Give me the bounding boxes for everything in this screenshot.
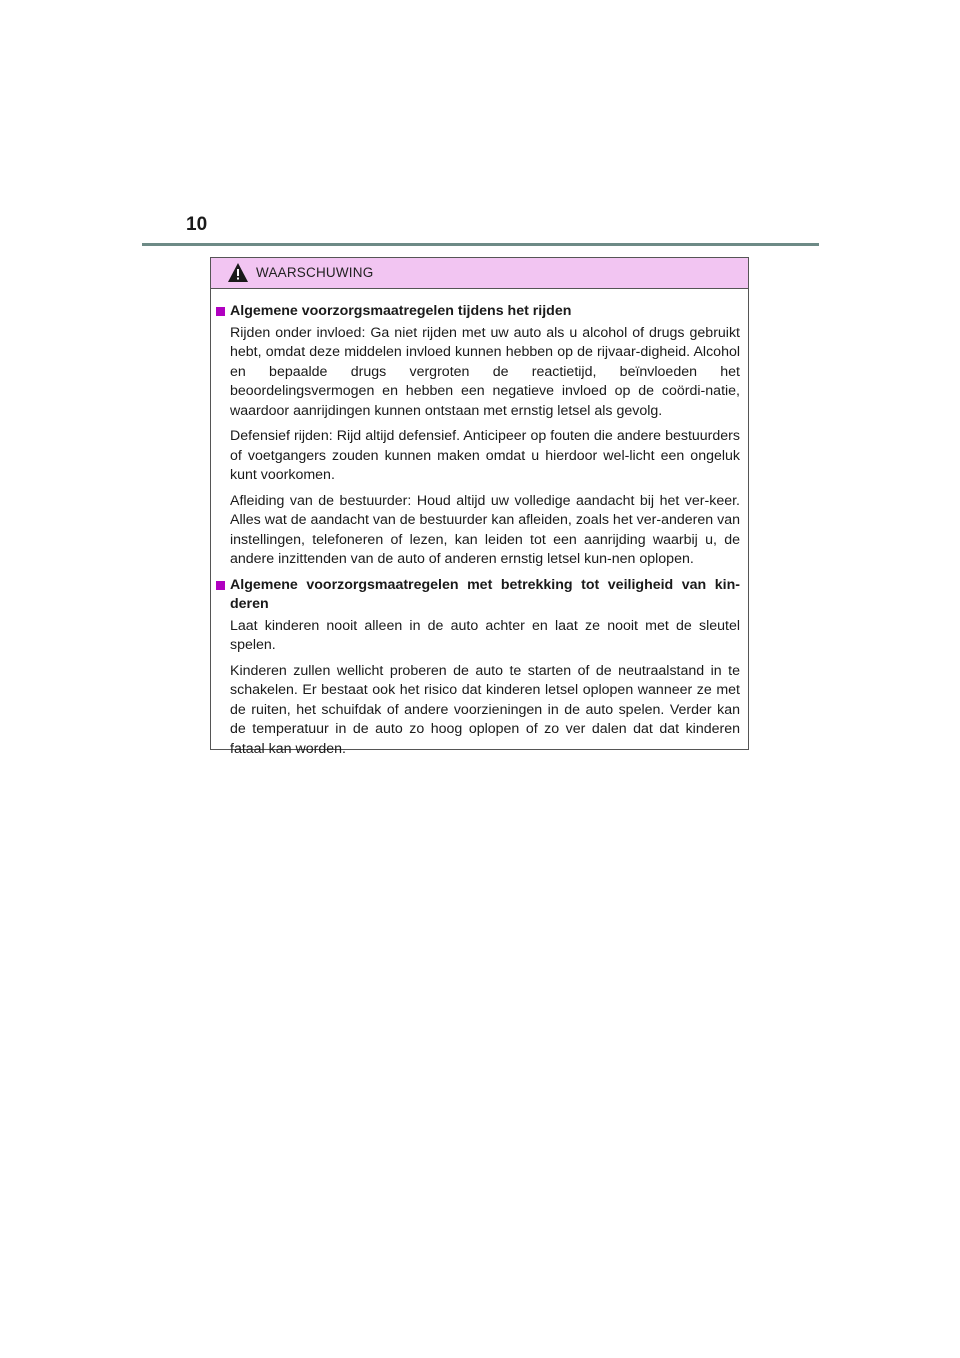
warning-header — [211, 258, 748, 289]
page-number: 10 — [186, 214, 208, 235]
warning-title: WAARSCHUWING — [256, 265, 374, 280]
square-bullet-icon — [216, 581, 225, 590]
section-heading-text: Algemene voorzorgsmaatregelen tijdens het rijden — [230, 303, 572, 319]
paragraph-children-alone: Laat kinderen nooit alleen in de auto achter en laat ze nooit met de sleutel spelen. — [230, 617, 740, 653]
section-driving-precautions — [215, 302, 740, 570]
warning-triangle-icon — [227, 262, 249, 283]
paragraph-children-risks: Kinderen zullen wellicht proberen de auto te starten of de neutraalstand in te schakelen. Er bestaat ook het risico dat kinderen letsel oplopen wanneer ze met de ruiten, het schuifdak of andere voorzieningen in de auto spelen. Verder kan de temperatuur in de auto zo hoog oplopen of zo ver dalen dat dat kinderen fataal kan worden. — [230, 662, 740, 757]
section-heading — [215, 576, 740, 615]
warning-body — [211, 289, 748, 759]
paragraph-driving-under-influence: Rijden onder invloed: Ga niet rijden met uw auto als u alcohol of drugs gebruikt hebt, omdat deze middelen invloed kunnen hebben op de rijvaar-digheid. Alcohol en bepaalde drugs vergroten de reactietijd, beïnvloeden het beoordelingsvermogen en hebben een negatieve invloed op de coördi-natie, waardoor aanrijdingen kunnen ontstaan met ernstig letsel als gevolg. — [230, 324, 740, 419]
header-rule — [142, 243, 819, 246]
section-heading-text: Algemene voorzorgsmaatregelen met betrekking tot veiligheid van kin-deren — [230, 576, 740, 612]
paragraph-driver-distraction: Afleiding van de bestuurder: Houd altijd uw volledige aandacht bij het ver-keer. Alles wat de aandacht van de bestuurder kan afleiden, zoals het ver-anderen van instellingen, telefoneren of lezen, kan leiden tot een aanrijding waarbij u, de andere inzittenden van de auto of anderen ernstig letsel kun-nen oplopen. — [230, 492, 740, 567]
warning-box — [210, 257, 749, 757]
paragraph-defensive-driving: Defensief rijden: Rijd altijd defensief. Anticipeer op fouten die andere bestuurders of voetgangers zouden kunnen maken omdat u hierdoor wel-licht een ongeluk kunt voorkomen. — [230, 428, 740, 483]
section-child-safety — [215, 576, 740, 760]
square-bullet-icon — [216, 307, 225, 316]
section-heading — [215, 302, 740, 322]
